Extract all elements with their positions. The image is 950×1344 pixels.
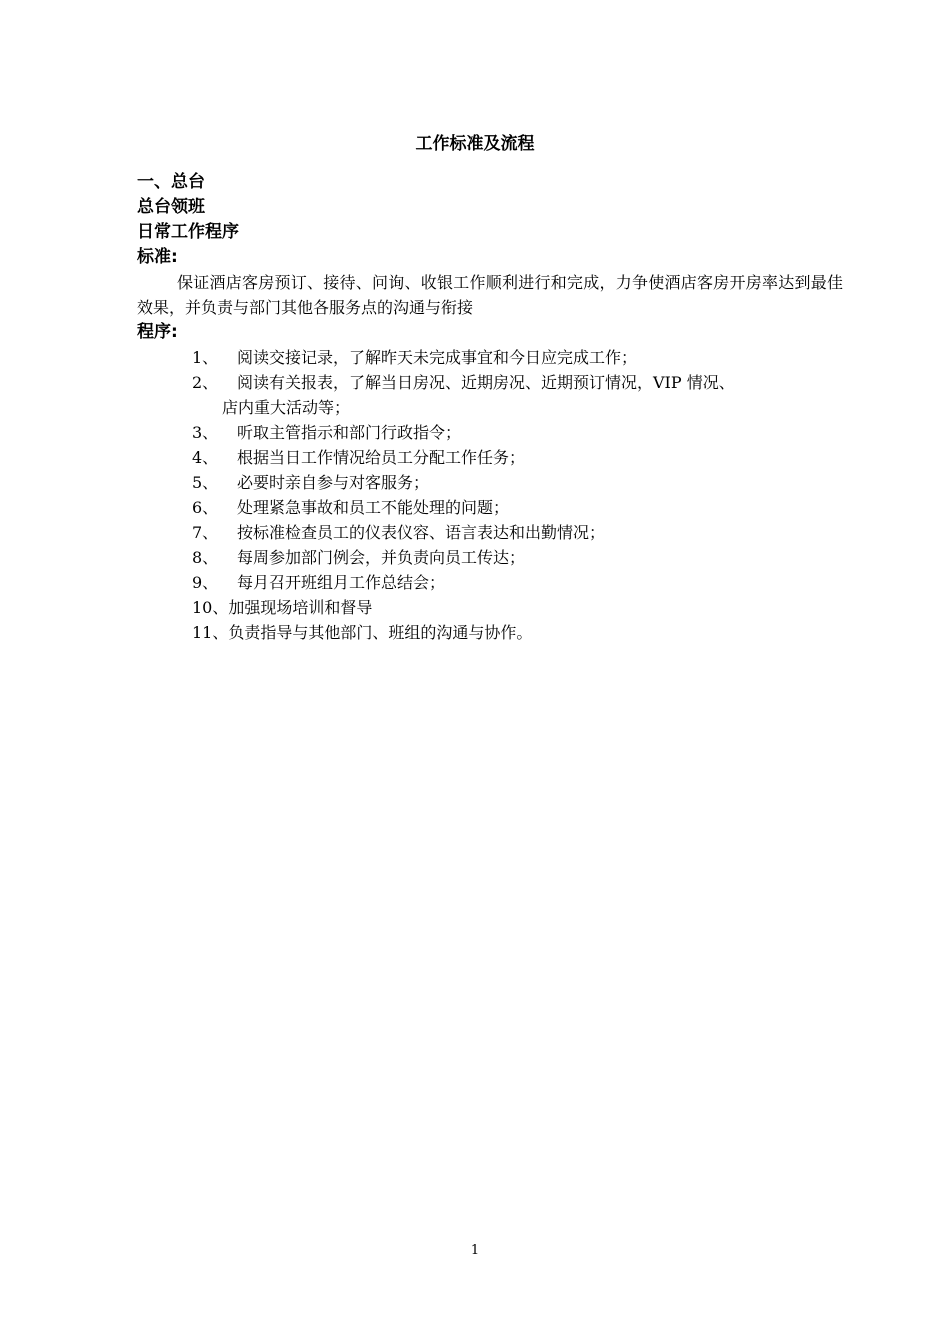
step-text: 每周参加部门例会，并负责向员工传达；	[237, 548, 526, 567]
step-number: 4、	[192, 448, 219, 467]
standard-label: 标准:	[137, 247, 178, 267]
document-title: 工作标准及流程	[415, 134, 535, 154]
procedure-step	[192, 420, 852, 445]
step-number: 11、	[192, 623, 229, 642]
step-number: 9、	[192, 573, 219, 592]
procedure-step	[192, 345, 852, 370]
step-number: 8、	[192, 548, 219, 567]
step-text: 必要时亲自参与对客服务；	[237, 473, 430, 492]
procedure-step	[192, 545, 852, 570]
step-number: 1、	[192, 348, 219, 367]
step-number: 5、	[192, 473, 219, 492]
procedure-step	[192, 495, 852, 520]
step-text: 根据当日工作情况给员工分配工作任务；	[237, 448, 526, 467]
step-text: 负责指导与其他部门、班组的沟通与协作。	[228, 623, 533, 642]
step-text: 处理紧急事故和员工不能处理的问题；	[237, 498, 510, 517]
step-text: 阅读有关报表，了解当日房况、近期房况、近期预订情况，VIP 情况、	[237, 373, 735, 392]
procedure-steps-list	[192, 345, 852, 645]
procedure-step	[192, 570, 852, 595]
step-text: 阅读交接记录，了解昨天未完成事宜和今日应完成工作；	[237, 348, 638, 367]
step-number: 3、	[192, 423, 219, 442]
step-text: 按标准检查员工的仪表仪容、语言表达和出勤情况；	[237, 523, 606, 542]
page-number: 1	[470, 1243, 480, 1258]
standard-paragraph: 保证酒店客房预订、接待、问询、收银工作顺利进行和完成，力争使酒店客房开房率达到最佳效果，并负责与部门其他各服务点的沟通与衔接	[137, 273, 843, 317]
step-text: 听取主管指示和部门行政指令；	[237, 423, 462, 442]
procedure-step	[192, 620, 852, 645]
procedure-step	[192, 470, 852, 495]
step-text: 加强现场培训和督导	[228, 598, 373, 617]
procedure-step	[192, 595, 852, 620]
role-heading: 总台领班	[137, 197, 205, 217]
section-heading: 一、总台	[137, 172, 205, 192]
procedure-label: 程序:	[137, 322, 178, 342]
step-number: 2、	[192, 373, 219, 392]
procedure-step	[192, 520, 852, 545]
step-text-continuation: 店内重大活动等；	[222, 398, 351, 417]
procedure-step	[192, 445, 852, 470]
step-number: 7、	[192, 523, 219, 542]
program-heading: 日常工作程序	[137, 222, 239, 242]
step-number: 6、	[192, 498, 219, 517]
step-number: 10、	[192, 598, 229, 617]
step-text: 每月召开班组月工作总结会；	[237, 573, 446, 592]
procedure-step	[192, 370, 852, 420]
